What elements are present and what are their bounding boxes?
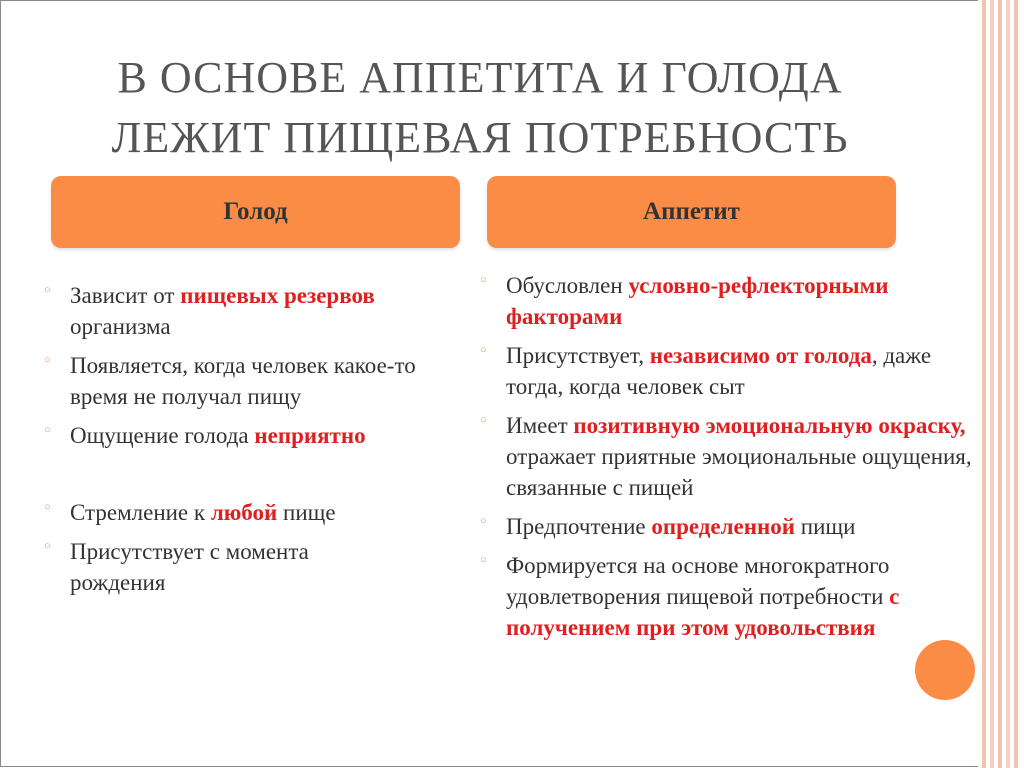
item-text: Предпочтение xyxy=(506,514,652,539)
list-item xyxy=(36,350,476,412)
decorative-stripes xyxy=(978,0,1024,768)
item-text: , даже тогда, когда человек сыт xyxy=(506,343,932,399)
item-text: пище xyxy=(277,500,336,525)
item-text: Стремление к xyxy=(70,500,211,525)
ring-bullet-icon: ○ xyxy=(480,554,487,566)
list-item xyxy=(36,536,476,598)
list-item xyxy=(472,550,972,643)
list-item xyxy=(36,280,476,342)
ring-bullet-icon: ○ xyxy=(44,501,51,513)
item-highlight: неприятно xyxy=(254,423,366,448)
list-item xyxy=(472,410,972,503)
hunger-header xyxy=(51,176,460,248)
ring-bullet-icon: ○ xyxy=(44,540,51,552)
item-text: Обусловлен xyxy=(506,273,629,298)
ring-bullet-icon: ○ xyxy=(480,414,487,426)
ring-bullet-icon: ○ xyxy=(480,274,487,286)
hunger-header-label: Голод xyxy=(223,198,288,225)
item-highlight: с получением при этом удовольствия xyxy=(506,584,900,640)
title-line-1: В ОСНОВЕ АППЕТИТА И ГОЛОДА xyxy=(117,53,843,102)
slide-title xyxy=(60,48,900,168)
list-item xyxy=(36,420,476,451)
title-line-2: ЛЕЖИТ ПИЩЕВАЯ ПОТРЕБНОСТЬ xyxy=(111,113,849,162)
item-text: Присутствует с момента рождения xyxy=(70,539,309,595)
appetite-header xyxy=(487,176,896,248)
item-text: Присутствует, xyxy=(506,343,650,368)
item-text: организма xyxy=(70,314,171,339)
ring-bullet-icon: ○ xyxy=(480,515,487,527)
item-text: отражает приятные эмоциональные ощущения, связанные с пищей xyxy=(506,444,972,500)
item-text: Ощущение голода xyxy=(70,423,255,448)
list-item xyxy=(472,340,972,402)
item-highlight: независимо от голода xyxy=(649,343,872,368)
list-item xyxy=(36,497,476,528)
list-item xyxy=(472,511,972,542)
list-item xyxy=(472,270,972,332)
ring-bullet-icon: ○ xyxy=(44,284,51,296)
ring-bullet-icon: ○ xyxy=(44,424,51,436)
item-highlight: определенной xyxy=(651,514,796,539)
ring-bullet-icon: ○ xyxy=(480,344,487,356)
hunger-list xyxy=(36,280,476,598)
item-highlight: позитивную эмоциональную окраску, xyxy=(573,413,966,438)
ring-bullet-icon: ○ xyxy=(44,354,51,366)
item-highlight: любой xyxy=(210,500,278,525)
item-text: пищи xyxy=(795,514,856,539)
appetite-header-label: Аппетит xyxy=(643,198,740,225)
appetite-list xyxy=(472,270,972,643)
item-highlight: условно-рефлекторными факторами xyxy=(506,273,889,329)
item-text: Имеет xyxy=(506,413,574,438)
item-text: Формируется на основе многократного удовлетворения пищевой потребности xyxy=(506,553,890,609)
decorative-circle xyxy=(915,640,975,700)
item-text: Зависит от xyxy=(70,283,181,308)
item-highlight: пищевых резервов xyxy=(180,283,375,308)
item-text: Появляется, когда человек какое-то время не получал пищу xyxy=(70,353,416,409)
